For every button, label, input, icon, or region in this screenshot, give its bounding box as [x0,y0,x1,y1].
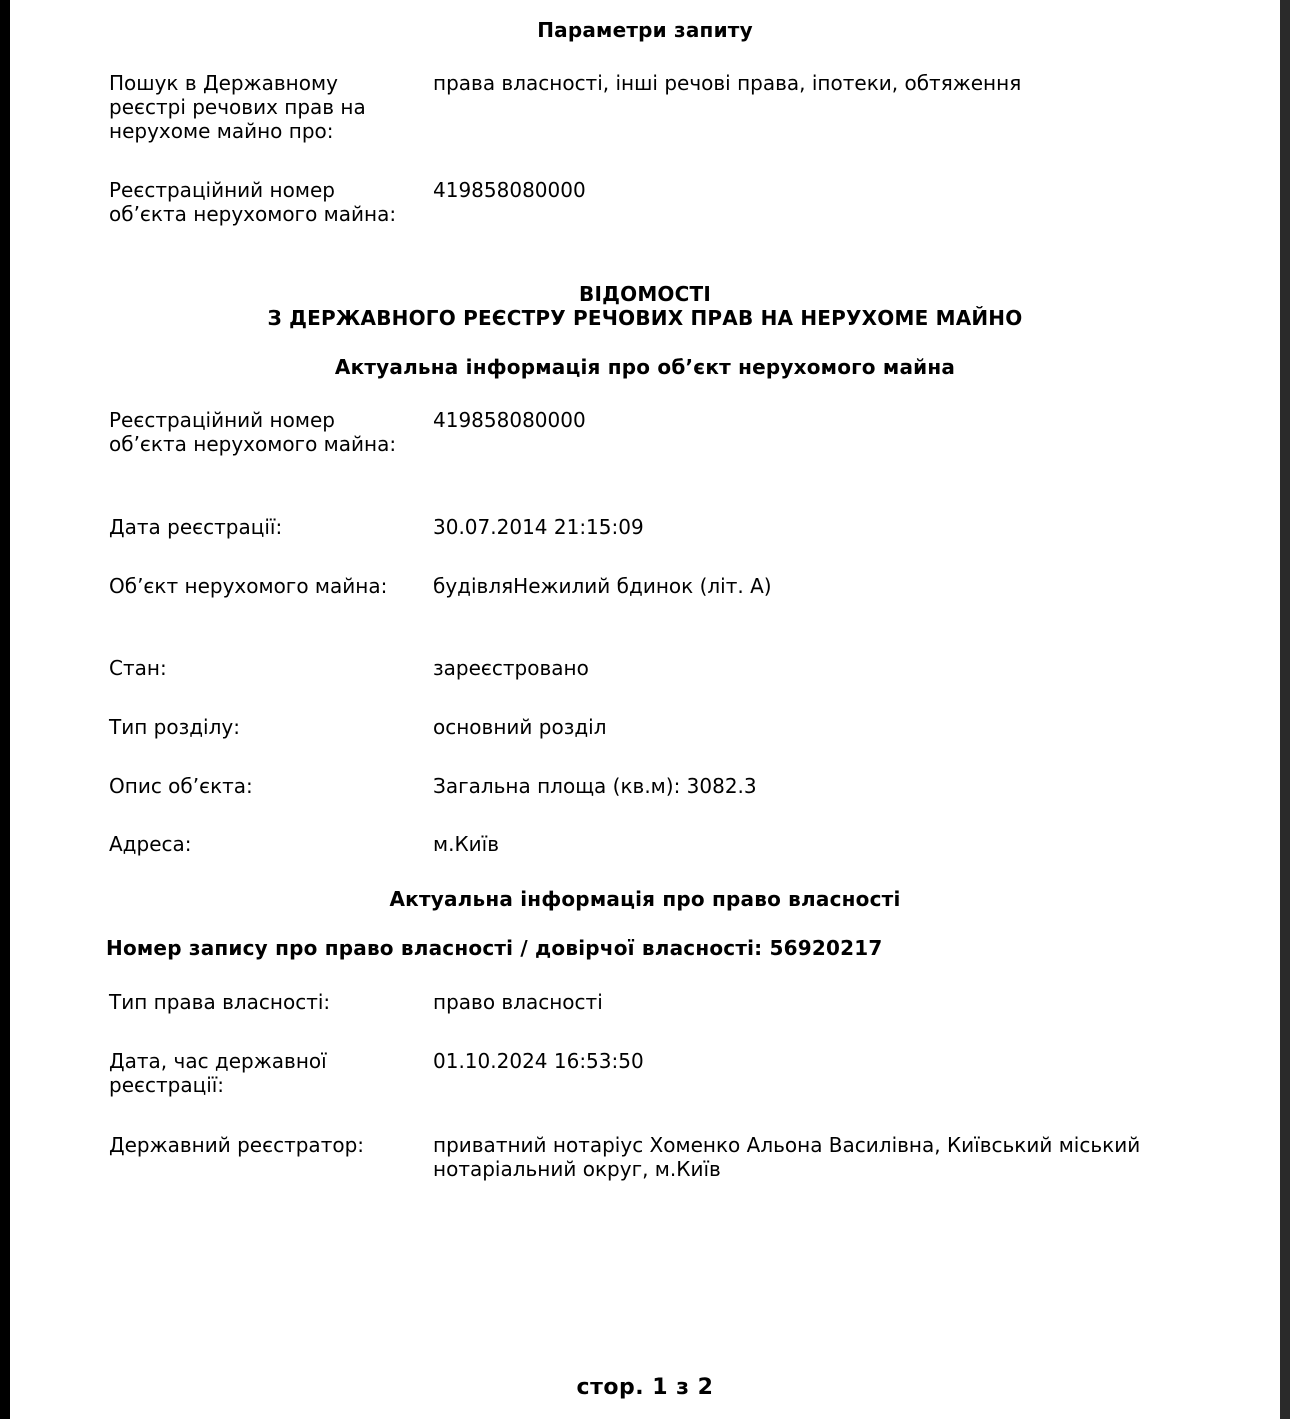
object-section-value: основний розділ [433,715,607,739]
ownership-registrar-value: приватний нотаріус Хоменко Альона Василівна, Київський міський нотаріальний округ, м.Київ [433,1133,1141,1181]
query-params-title: Параметри запиту [537,18,753,42]
query-regnum-value: 419858080000 [433,178,586,202]
object-status-value: зареєстровано [433,656,589,680]
object-regdate-label: Дата реєстрації: [109,515,283,539]
object-regdate-value: 30.07.2014 21:15:09 [433,515,644,539]
page-edge-shadow [1280,0,1290,1419]
object-description-value: Загальна площа (кв.м): 3082.3 [433,774,757,798]
query-regnum-label: Реєстраційний номер об’єкта нерухомого майна: [109,178,397,226]
main-title-line1: ВІДОМОСТІ [579,282,711,306]
page-number: стор. 1 з 2 [576,1375,714,1400]
object-type-label: Об’єкт нерухомого майна: [109,574,388,598]
object-description-label: Опис об’єкта: [109,774,253,798]
main-title-line2: З ДЕРЖАВНОГО РЕЄСТРУ РЕЧОВИХ ПРАВ НА НЕРУХОМЕ МАЙНО [267,306,1023,330]
object-type-value: будівляНежилий бдинок (літ. А) [433,574,772,598]
ownership-type-value: право власності [433,990,603,1014]
object-address-value: м.Київ [433,832,499,856]
ownership-info-title: Актуальна інформація про право власності [389,887,901,911]
document-page [10,0,1280,1419]
object-regnum-label: Реєстраційний номер об’єкта нерухомого майна: [109,408,397,456]
query-search-value: права власності, інші речові права, іпотеки, обтяження [433,71,1022,95]
object-section-label: Тип розділу: [109,715,240,739]
object-info-title: Актуальна інформація про об’єкт нерухомого майна [334,355,956,379]
object-regnum-value: 419858080000 [433,408,586,432]
object-address-label: Адреса: [109,832,192,856]
query-search-label: Пошук в Державному реєстрі речових прав на нерухоме майно про: [109,71,366,143]
ownership-type-label: Тип права власності: [109,990,331,1014]
ownership-registrar-label: Державний реєстратор: [109,1133,365,1157]
object-status-label: Стан: [109,656,167,680]
ownership-regdate-value: 01.10.2024 16:53:50 [433,1049,644,1073]
ownership-record-header: Номер запису про право власності / довірчої власності: 56920217 [106,936,883,960]
ownership-regdate-label: Дата, час державної реєстрації: [109,1049,327,1097]
